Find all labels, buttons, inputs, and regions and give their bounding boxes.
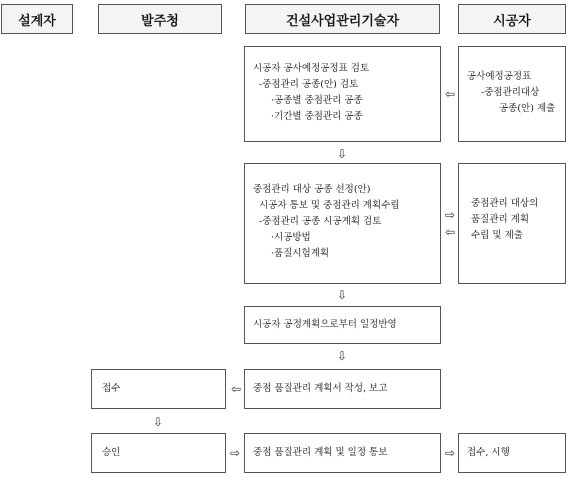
- owner-approval-box: [91, 433, 226, 473]
- engineer-review-line: ·기간별 중점관리 공종: [271, 111, 363, 122]
- arrow-down-icon: ⇩: [337, 349, 348, 363]
- arrow-right-icon: ⇨: [445, 446, 456, 460]
- header-designer-label: 설계자: [18, 13, 56, 29]
- engineer-review-box: [244, 46, 441, 142]
- header-owner: [98, 4, 222, 34]
- contractor-plan-line: 품질관리 계획: [471, 214, 530, 225]
- owner-receipt-text: 접수: [102, 383, 121, 394]
- engineer-select-line: ·품질시험계획: [271, 248, 330, 259]
- header-engineer: [245, 4, 440, 34]
- owner-receipt-box: [91, 369, 226, 409]
- engineer-review-line: -중점관리 공종(안) 검토: [259, 79, 359, 90]
- engineer-notify-box: [244, 433, 441, 473]
- contractor-execute-text: 접수, 시행: [467, 447, 510, 458]
- contractor-plan-line: 중점관리 대상의: [471, 198, 539, 209]
- owner-approval-text: 승인: [102, 447, 121, 458]
- contractor-submit-line: -중점관리대상: [481, 87, 540, 98]
- engineer-report-box: [244, 369, 441, 409]
- engineer-select-line: 중점관리 대상 공종 선정(안): [253, 184, 371, 195]
- arrow-right-icon: ⇨: [445, 208, 456, 222]
- arrow-down-icon: ⇩: [337, 147, 348, 161]
- engineer-schedule-text: 시공자 공정계획으로부터 일정반영: [253, 319, 397, 330]
- engineer-select-line: 시공자 통보 및 중점관리 계획수립: [259, 200, 400, 211]
- header-designer: [1, 4, 73, 34]
- contractor-submit-plan-box: [458, 163, 566, 284]
- contractor-submit-line: 공종(안) 제출: [499, 103, 556, 114]
- engineer-select-line: -중점관리 공종 시공계획 검토: [259, 216, 382, 227]
- contractor-plan-line: 수립 및 제출: [471, 230, 523, 241]
- engineer-schedule-box: [244, 306, 441, 344]
- header-owner-label: 발주청: [141, 13, 179, 29]
- contractor-submit-schedule-box: [458, 46, 566, 142]
- contractor-execute-box: [458, 433, 566, 473]
- header-contractor-label: 시공자: [493, 13, 531, 29]
- engineer-select-line: ·시공방법: [271, 232, 311, 243]
- header-contractor: [458, 4, 566, 34]
- header-engineer-label: 건설사업관리기술자: [285, 13, 400, 29]
- arrow-down-icon: ⇩: [153, 415, 164, 429]
- engineer-notify-text: 중점 품질관리 계획 및 일정 통보: [253, 447, 388, 458]
- arrow-down-icon: ⇩: [337, 288, 348, 302]
- engineer-review-line: ·공종별 중점관리 공종: [271, 95, 363, 106]
- engineer-report-text: 중점 품질관리 계획서 작성, 보고: [253, 383, 388, 394]
- engineer-select-box: [244, 163, 441, 284]
- arrow-left-icon: ⇦: [231, 382, 242, 396]
- arrow-right-icon: ⇨: [230, 446, 241, 460]
- contractor-submit-line: 공사예정공정표: [467, 71, 532, 82]
- arrow-left-icon: ⇦: [445, 87, 456, 101]
- engineer-review-line: 시공자 공사예정공정표 검토: [253, 63, 370, 74]
- arrow-left-icon: ⇦: [445, 225, 456, 239]
